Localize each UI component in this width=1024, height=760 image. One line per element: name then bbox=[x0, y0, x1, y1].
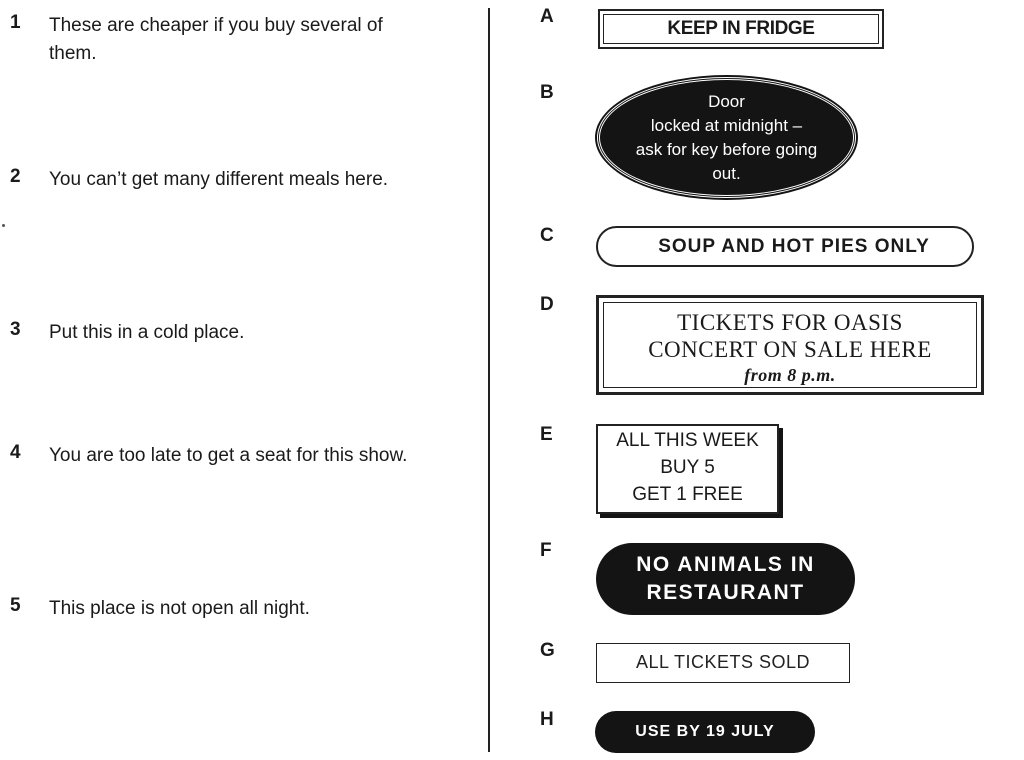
sign-line: ALL THIS WEEK bbox=[616, 430, 759, 451]
question-text: You can’t get many different meals here. bbox=[49, 169, 389, 190]
sign-line: SOUP AND HOT PIES ONLY bbox=[658, 236, 930, 257]
stray-mark bbox=[2, 224, 5, 227]
sign-f bbox=[596, 543, 855, 615]
sign-line: GET 1 FREE bbox=[632, 484, 743, 505]
sign-line: ALL TICKETS SOLD bbox=[635, 652, 811, 672]
question-text: These are cheaper if you buy several of them. bbox=[49, 15, 383, 64]
question-text: This place is not open all night. bbox=[49, 598, 310, 619]
sign-line: out. bbox=[712, 163, 741, 183]
sign-h bbox=[595, 711, 815, 753]
question-text: Put this in a cold place. bbox=[49, 322, 245, 343]
sign-d bbox=[596, 295, 984, 395]
sign-line: RESTAURANT bbox=[646, 581, 805, 604]
sign-line: BUY 5 bbox=[660, 457, 715, 478]
question-number: 2 bbox=[10, 166, 21, 187]
sign-g bbox=[596, 643, 850, 683]
sign-line: TICKETS FOR OASIS bbox=[677, 310, 903, 335]
sign-e bbox=[596, 424, 779, 514]
question-number: 1 bbox=[10, 12, 21, 33]
question-number: 5 bbox=[10, 595, 21, 616]
question-number: 3 bbox=[10, 319, 21, 340]
sign-line: KEEP IN FRIDGE bbox=[667, 18, 815, 39]
sign-a bbox=[598, 9, 884, 49]
sign-letter-e: E bbox=[540, 424, 553, 445]
column-divider bbox=[488, 8, 490, 752]
sign-letter-h: H bbox=[540, 709, 554, 730]
question-text: You are too late to get a seat for this show. bbox=[49, 445, 408, 466]
sign-line: USE BY 19 JULY bbox=[635, 723, 775, 740]
sign-letter-g: G bbox=[540, 640, 555, 661]
sign-line: ask for key before going bbox=[635, 139, 818, 159]
sign-line: Door bbox=[708, 91, 745, 111]
sign-line: CONCERT ON SALE HERE bbox=[648, 337, 932, 362]
sign-line: locked at midnight – bbox=[650, 115, 803, 135]
sign-letter-d: D bbox=[540, 294, 554, 315]
sign-line: from 8 p.m. bbox=[744, 365, 836, 385]
sign-letter-c: C bbox=[540, 225, 554, 246]
sign-letter-b: B bbox=[540, 82, 554, 103]
sign-line: NO ANIMALS IN bbox=[636, 553, 815, 576]
sign-c bbox=[596, 226, 974, 267]
sign-letter-f: F bbox=[540, 540, 552, 561]
sign-letter-a: A bbox=[540, 6, 554, 27]
question-number: 4 bbox=[10, 442, 21, 463]
sign-b bbox=[597, 77, 856, 198]
